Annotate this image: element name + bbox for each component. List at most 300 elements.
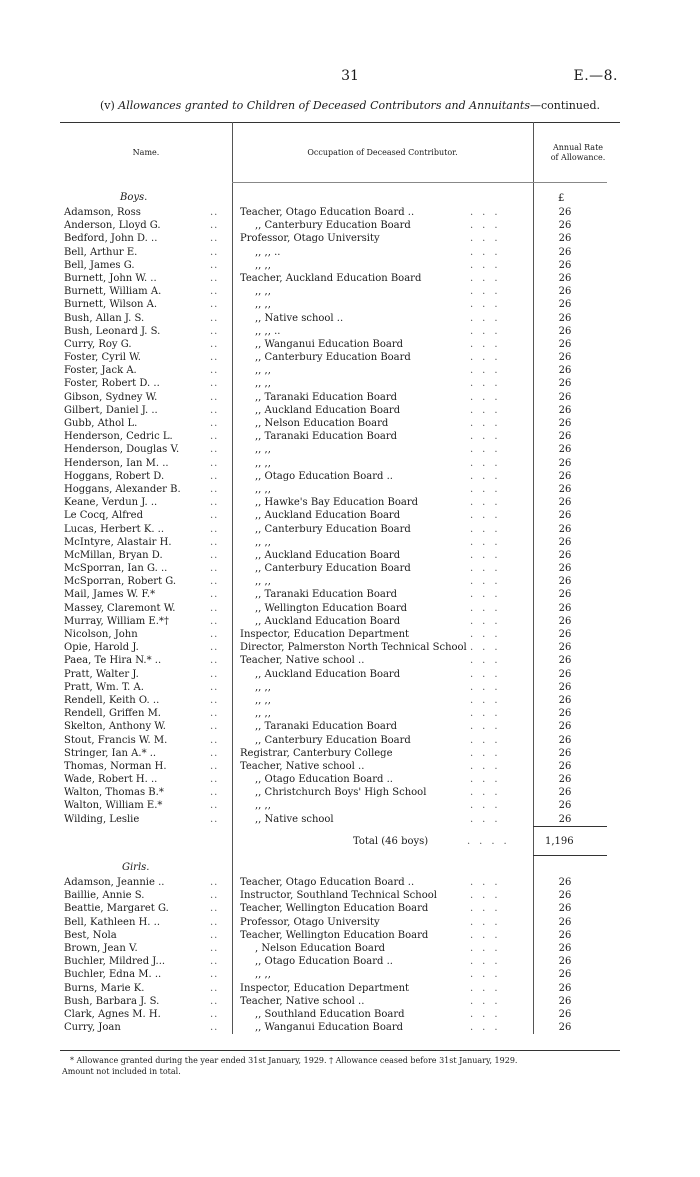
annual-rate: 26 [558,916,572,928]
contributor-child-name: Bush, Allan J. S. [64,312,145,324]
occupation: ,, Wellington Education Board [255,602,408,614]
contributor-child-name: Mail, James W. F.* [64,589,156,601]
leader-dots: .. [210,956,219,968]
occupation: Director, Palmerston North Technical School [240,642,467,654]
leader-dots: ... [470,615,507,627]
contributor-child-name: Bell, James G. [64,259,135,271]
contributor-child-name: Gilbert, Daniel J. .. [64,404,158,416]
leader-dots: ... [470,220,507,232]
annual-rate: 26 [558,510,572,522]
occupation: ,, ,, [255,365,271,377]
occupation: ,, Hawke's Bay Education Board [255,497,419,509]
subtitle-suffix: —continued. [530,99,601,112]
occupation: ,, ,, [255,299,271,311]
leader-dots: .. [210,259,219,271]
annual-rate: 26 [558,877,572,888]
occupation: , Nelson Education Board [255,942,386,954]
leader-dots: .. [210,286,219,298]
annual-rate: 26 [558,760,572,772]
annual-rate: 26 [558,1008,572,1020]
occupation: ,, Auckland Education Board [255,510,401,522]
page-number: 31 [341,68,359,84]
leader-dots: ... [470,969,507,981]
header-rate [533,143,623,163]
annual-rate: 26 [558,956,572,968]
annual-rate: 26 [558,286,572,298]
leader-dots: ... [470,734,507,746]
annual-rate: 26 [558,589,572,601]
leader-dots: .. [210,668,219,680]
table-row [0,549,700,562]
leader-dots: ... [470,576,507,588]
leader-dots: ... [470,510,507,522]
annual-rate: 26 [558,246,572,258]
occupation: ,, Canterbury Education Board [255,563,411,575]
leader-dots: ... [470,774,507,786]
annual-rate: 26 [558,694,572,706]
leader-dots: ... [470,589,507,601]
occupation: Teacher, Wellington Education Board [240,929,429,941]
contributor-child-name: Gubb, Athol L. [64,418,138,429]
leader-dots: ... [470,325,507,337]
footnote-rule [60,1050,620,1051]
occupation: ,, Native school [255,813,334,825]
table-row [0,694,700,707]
table-row [0,799,700,812]
contributor-child-name: Hoggans, Robert D. [64,470,165,482]
annual-rate: 26 [558,734,572,746]
annual-rate: 26 [558,352,572,364]
leader-dots: .. [210,929,219,941]
contributor-child-name: Curry, Joan [64,1022,121,1034]
table-row [0,588,700,601]
table-row [0,575,700,588]
occupation: Teacher, Otago Education Board .. [240,877,415,888]
annual-rate: 26 [558,365,572,377]
annual-rate: 26 [558,1022,572,1034]
occupation: ,, Canterbury Education Board [255,220,411,232]
table-row [0,929,700,942]
leader-dots: ... [470,299,507,311]
annual-rate: 26 [558,233,572,245]
occupation: ,, ,, [255,536,271,548]
leader-dots: .. [210,497,219,509]
annual-rate: 26 [558,903,572,915]
annual-rate: 26 [558,497,572,509]
header-name: Name. [132,148,160,157]
leader-dots: ... [470,747,507,759]
leader-dots: .. [210,942,219,954]
table-row [0,760,700,773]
leader-dots: .. [210,523,219,535]
leader-dots: ... [470,431,507,443]
annual-rate: 26 [558,418,572,429]
leader-dots: .. [210,365,219,377]
contributor-child-name: Bush, Leonard J. S. [64,325,161,337]
occupation: ,, ,, [255,483,271,495]
table-row [0,562,700,575]
annual-rate: 26 [558,272,572,284]
contributor-child-name: McMillan, Bryan D. [64,549,163,561]
annual-rate: 26 [558,615,572,627]
contributor-child-name: Buchler, Edna M. .. [64,969,162,981]
occupation: ,, Otago Education Board .. [255,774,393,786]
contributor-child-name: Walton, Thomas B.* [64,787,164,799]
annual-rate: 26 [558,523,572,535]
occupation: ,, Canterbury Education Board [255,734,411,746]
table-row [0,246,700,259]
occupation: Professor, Otago University [240,233,380,245]
leader-dots: ... [470,694,507,706]
leader-dots: ... [470,1022,507,1034]
table-row [0,968,700,981]
annual-rate: 26 [558,668,572,680]
table-row [0,1021,700,1034]
annual-rate: 26 [558,444,572,456]
annual-rate: 26 [558,747,572,759]
leader-dots: ... [470,523,507,535]
subtitle-title: Allowances granted to Children of Deceased Contributors and Annuitants [118,99,530,112]
leader-dots: ... [470,470,507,482]
leader-dots: .. [210,787,219,799]
footnote-line-1: * Allowance granted during the year ended 31st January, 1929. † Allowance ceased before 31st January, 1929. [70,1056,518,1065]
leader-dots: ... [470,890,507,902]
occupation: ,, ,, .. [255,325,281,337]
occupation: ,, Taranaki Education Board [255,391,398,403]
contributor-child-name: Lucas, Herbert K. .. [64,523,165,535]
leader-dots: .. [210,470,219,482]
table-subtitle [0,99,700,112]
annual-rate: 26 [558,800,572,812]
contributor-child-name: Pratt, Walter J. [64,668,139,680]
contributor-child-name: McSporran, Ian G. .. [64,563,168,575]
leader-dots: .. [210,510,219,522]
table-row [0,206,700,219]
annual-rate: 26 [558,563,572,575]
table-row [0,312,700,325]
table-row [0,982,700,995]
table-row [0,259,700,272]
contributor-child-name: Wade, Robert H. .. [64,774,158,786]
leader-dots: .. [210,220,219,232]
contributor-child-name: Henderson, Ian M. .. [64,457,169,469]
leader-dots: ... [470,877,507,888]
occupation: ,, ,, [255,444,271,456]
leader-dots: ... [470,655,507,667]
annual-rate: 26 [558,431,572,443]
leader-dots: ... [470,207,507,218]
leader-dots: .. [210,536,219,548]
contributor-child-name: Wilding, Leslie [64,813,140,825]
table-row [0,285,700,298]
leader-dots: .. [210,708,219,720]
leader-dots: .. [210,233,219,245]
page-reference: E.—8. [573,68,618,84]
leader-dots: .. [210,589,219,601]
table-row [0,443,700,456]
annual-rate: 26 [558,207,572,218]
contributor-child-name: Anderson, Lloyd G. [64,220,161,232]
leader-dots: ... [470,602,507,614]
occupation: Inspector, Education Department [240,629,410,640]
subtitle-prefix: (v) [99,99,115,112]
leader-dots: ... [470,903,507,915]
contributor-child-name: Rendell, Keith O. .. [64,694,160,706]
contributor-child-name: Pratt, Wm. T. A. [64,681,144,693]
annual-rate: 26 [558,259,572,271]
contributor-child-name: Foster, Jack A. [64,365,137,377]
contributor-child-name: Henderson, Douglas V. [64,444,180,456]
leader-dots: ... [470,916,507,928]
occupation: ,, Otago Education Board .. [255,470,393,482]
occupation: ,, ,, [255,708,271,720]
leader-dots: ... [470,272,507,284]
leader-dots: .. [210,681,219,693]
leader-dots: .. [210,734,219,746]
table-row [0,509,700,522]
annual-rate: 26 [558,890,572,902]
header-rule-occupation [232,182,533,183]
annual-rate: 26 [558,602,572,614]
contributor-child-name: Curry, Roy G. [64,338,132,350]
occupation: ,, Nelson Education Board [255,418,389,429]
leader-dots: ... [470,1008,507,1020]
occupation: ,, Christchurch Boys' High School [255,787,427,799]
contributor-child-name: Rendell, Griffen M. [64,708,161,720]
header-rule-rate [533,182,607,183]
leader-dots: ... [470,629,507,640]
annual-rate: 26 [558,312,572,324]
contributor-child-name: Skelton, Anthony W. [64,721,166,733]
annual-rate: 26 [558,470,572,482]
leader-dots: ... [470,338,507,350]
annual-rate: 26 [558,576,572,588]
table-row [0,641,700,654]
boys-total-label: Total (46 boys) [353,836,429,847]
annual-rate: 26 [558,629,572,640]
leader-dots: .. [210,352,219,364]
leader-dots: ... [470,549,507,561]
table-row [0,876,700,889]
occupation: ,, Native school .. [255,312,344,324]
annual-rate: 26 [558,338,572,350]
leader-dots: ... [470,391,507,403]
annual-rate: 26 [558,774,572,786]
table-row [0,496,700,509]
table-row [0,916,700,929]
occupation: ,, Taranaki Education Board [255,721,398,733]
table-row [0,272,700,285]
leader-dots: ... [470,929,507,941]
occupation: ,, Auckland Education Board [255,404,401,416]
contributor-child-name: Paea, Te Hira N.* .. [64,655,162,667]
occupation: Inspector, Education Department [240,982,410,994]
table-row [0,536,700,549]
leader-dots: .. [210,391,219,403]
leader-dots: .. [210,969,219,981]
table-row [0,889,700,902]
leader-dots: ... [470,721,507,733]
table-row [0,773,700,786]
table-row [0,720,700,733]
annual-rate: 26 [558,457,572,469]
leader-dots: ... [470,982,507,994]
leader-dots: .. [210,431,219,443]
leader-dots: ... [470,497,507,509]
occupation: Professor, Otago University [240,916,380,928]
occupation: Teacher, Auckland Education Board [240,272,422,284]
leader-dots: .. [210,747,219,759]
contributor-child-name: Adamson, Ross [64,207,141,218]
leader-dots: ... [470,259,507,271]
leader-dots: ... [470,681,507,693]
leader-dots: ... [470,365,507,377]
girls-list [0,876,700,1034]
table-row [0,338,700,351]
occupation: ,, ,, [255,800,271,812]
footnote-line-2: Amount not included in total. [62,1067,181,1076]
contributor-child-name: Brown, Jean V. [64,942,138,954]
table-row [0,955,700,968]
occupation: Registrar, Canterbury College [240,747,393,759]
table-row [0,470,700,483]
leader-dots: .. [210,457,219,469]
table-row [0,417,700,430]
leader-dots: .. [210,325,219,337]
leader-dots: ... [470,563,507,575]
contributor-child-name: McSporran, Robert G. [64,576,177,588]
table-row [0,681,700,694]
contributor-child-name: Massey, Claremont W. [64,602,176,614]
occupation: ,, Wanganui Education Board [255,338,404,350]
occupation: Instructor, Southland Technical School [240,890,437,902]
table-row [0,404,700,417]
leader-dots: ... [470,418,507,429]
annual-rate: 26 [558,655,572,667]
occupation: ,, Taranaki Education Board [255,431,398,443]
leader-dots: ... [470,444,507,456]
contributor-child-name: Opie, Harold J. [64,642,139,654]
leader-dots: .. [210,576,219,588]
leader-dots: ... [470,760,507,772]
leader-dots: .. [210,299,219,311]
leader-dots: .. [210,800,219,812]
contributor-child-name: Bush, Barbara J. S. [64,995,160,1007]
leader-dots: .. [210,877,219,888]
table-row [0,298,700,311]
occupation: Teacher, Native school .. [240,760,365,772]
table-row [0,457,700,470]
leader-dots: .. [210,378,219,390]
leader-dots: .. [210,760,219,772]
occupation: ,, ,, [255,378,271,390]
occupation: ,, ,, [255,576,271,588]
annual-rate: 26 [558,536,572,548]
annual-rate: 26 [558,982,572,994]
leader-dots: .. [210,1008,219,1020]
annual-rate: 26 [558,549,572,561]
occupation: Teacher, Native school .. [240,655,365,667]
table-row [0,615,700,628]
annual-rate: 26 [558,929,572,941]
girls-section-label: Girls. [122,862,150,873]
occupation: ,, Canterbury Education Board [255,523,411,535]
occupation: Teacher, Wellington Education Board [240,903,429,915]
table-row [0,483,700,496]
leader-dots: .. [210,549,219,561]
leader-dots: .. [210,418,219,429]
boys-list [0,206,700,826]
annual-rate: 26 [558,404,572,416]
table-row [0,364,700,377]
contributor-child-name: Buchler, Mildred J... [64,956,166,968]
contributor-child-name: Best, Nola [64,929,117,941]
occupation: ,, ,, [255,286,271,298]
leader-dots: ... [470,286,507,298]
leader-dots: .. [210,207,219,218]
occupation: Teacher, Otago Education Board .. [240,207,415,218]
leader-dots: .. [210,721,219,733]
occupation: ,, ,, [255,259,271,271]
table-row [0,325,700,338]
occupation: ,, ,, [255,969,271,981]
table-row [0,734,700,747]
leader-dots: .. [210,272,219,284]
contributor-child-name: Henderson, Cedric L. [64,431,173,443]
table-row [0,747,700,760]
header-rate-line1: Annual Rate [552,143,604,152]
table-row [0,902,700,915]
occupation: Teacher, Native school .. [240,995,365,1007]
occupation: ,, ,, .. [255,246,281,258]
leader-dots: .. [210,916,219,928]
leader-dots: ... [470,536,507,548]
table-row [0,813,700,826]
contributor-child-name: Keane, Verdun J. .. [64,497,158,509]
table-top-rule [60,122,620,123]
table-row [0,654,700,667]
table-row [0,942,700,955]
contributor-child-name: Foster, Cyril W. [64,352,141,364]
leader-dots: ... [470,942,507,954]
contributor-child-name: Bell, Kathleen H. .. [64,916,161,928]
occupation: ,, Auckland Education Board [255,549,401,561]
annual-rate: 26 [558,813,572,825]
annual-rate: 26 [558,995,572,1007]
leader-dots: .. [210,629,219,640]
leader-dots: ... [470,404,507,416]
leader-dots: .. [210,602,219,614]
contributor-child-name: Le Cocq, Alfred [64,510,143,522]
table-row [0,602,700,615]
table-row [0,351,700,364]
contributor-child-name: Burnett, William A. [64,286,162,298]
contributor-child-name: Walton, William E.* [64,800,163,812]
annual-rate: 26 [558,708,572,720]
leader-dots: .. [210,903,219,915]
table-row [0,219,700,232]
boys-total-leader: .... [467,836,516,847]
contributor-child-name: Clark, Agnes M. H. [64,1008,161,1020]
leader-dots: ... [470,378,507,390]
occupation: ,, Auckland Education Board [255,668,401,680]
leader-dots: .. [210,694,219,706]
leader-dots: ... [470,246,507,258]
contributor-child-name: Stout, Francis W. M. [64,734,168,746]
occupation: ,, ,, [255,681,271,693]
leader-dots: .. [210,338,219,350]
table-row [0,232,700,245]
